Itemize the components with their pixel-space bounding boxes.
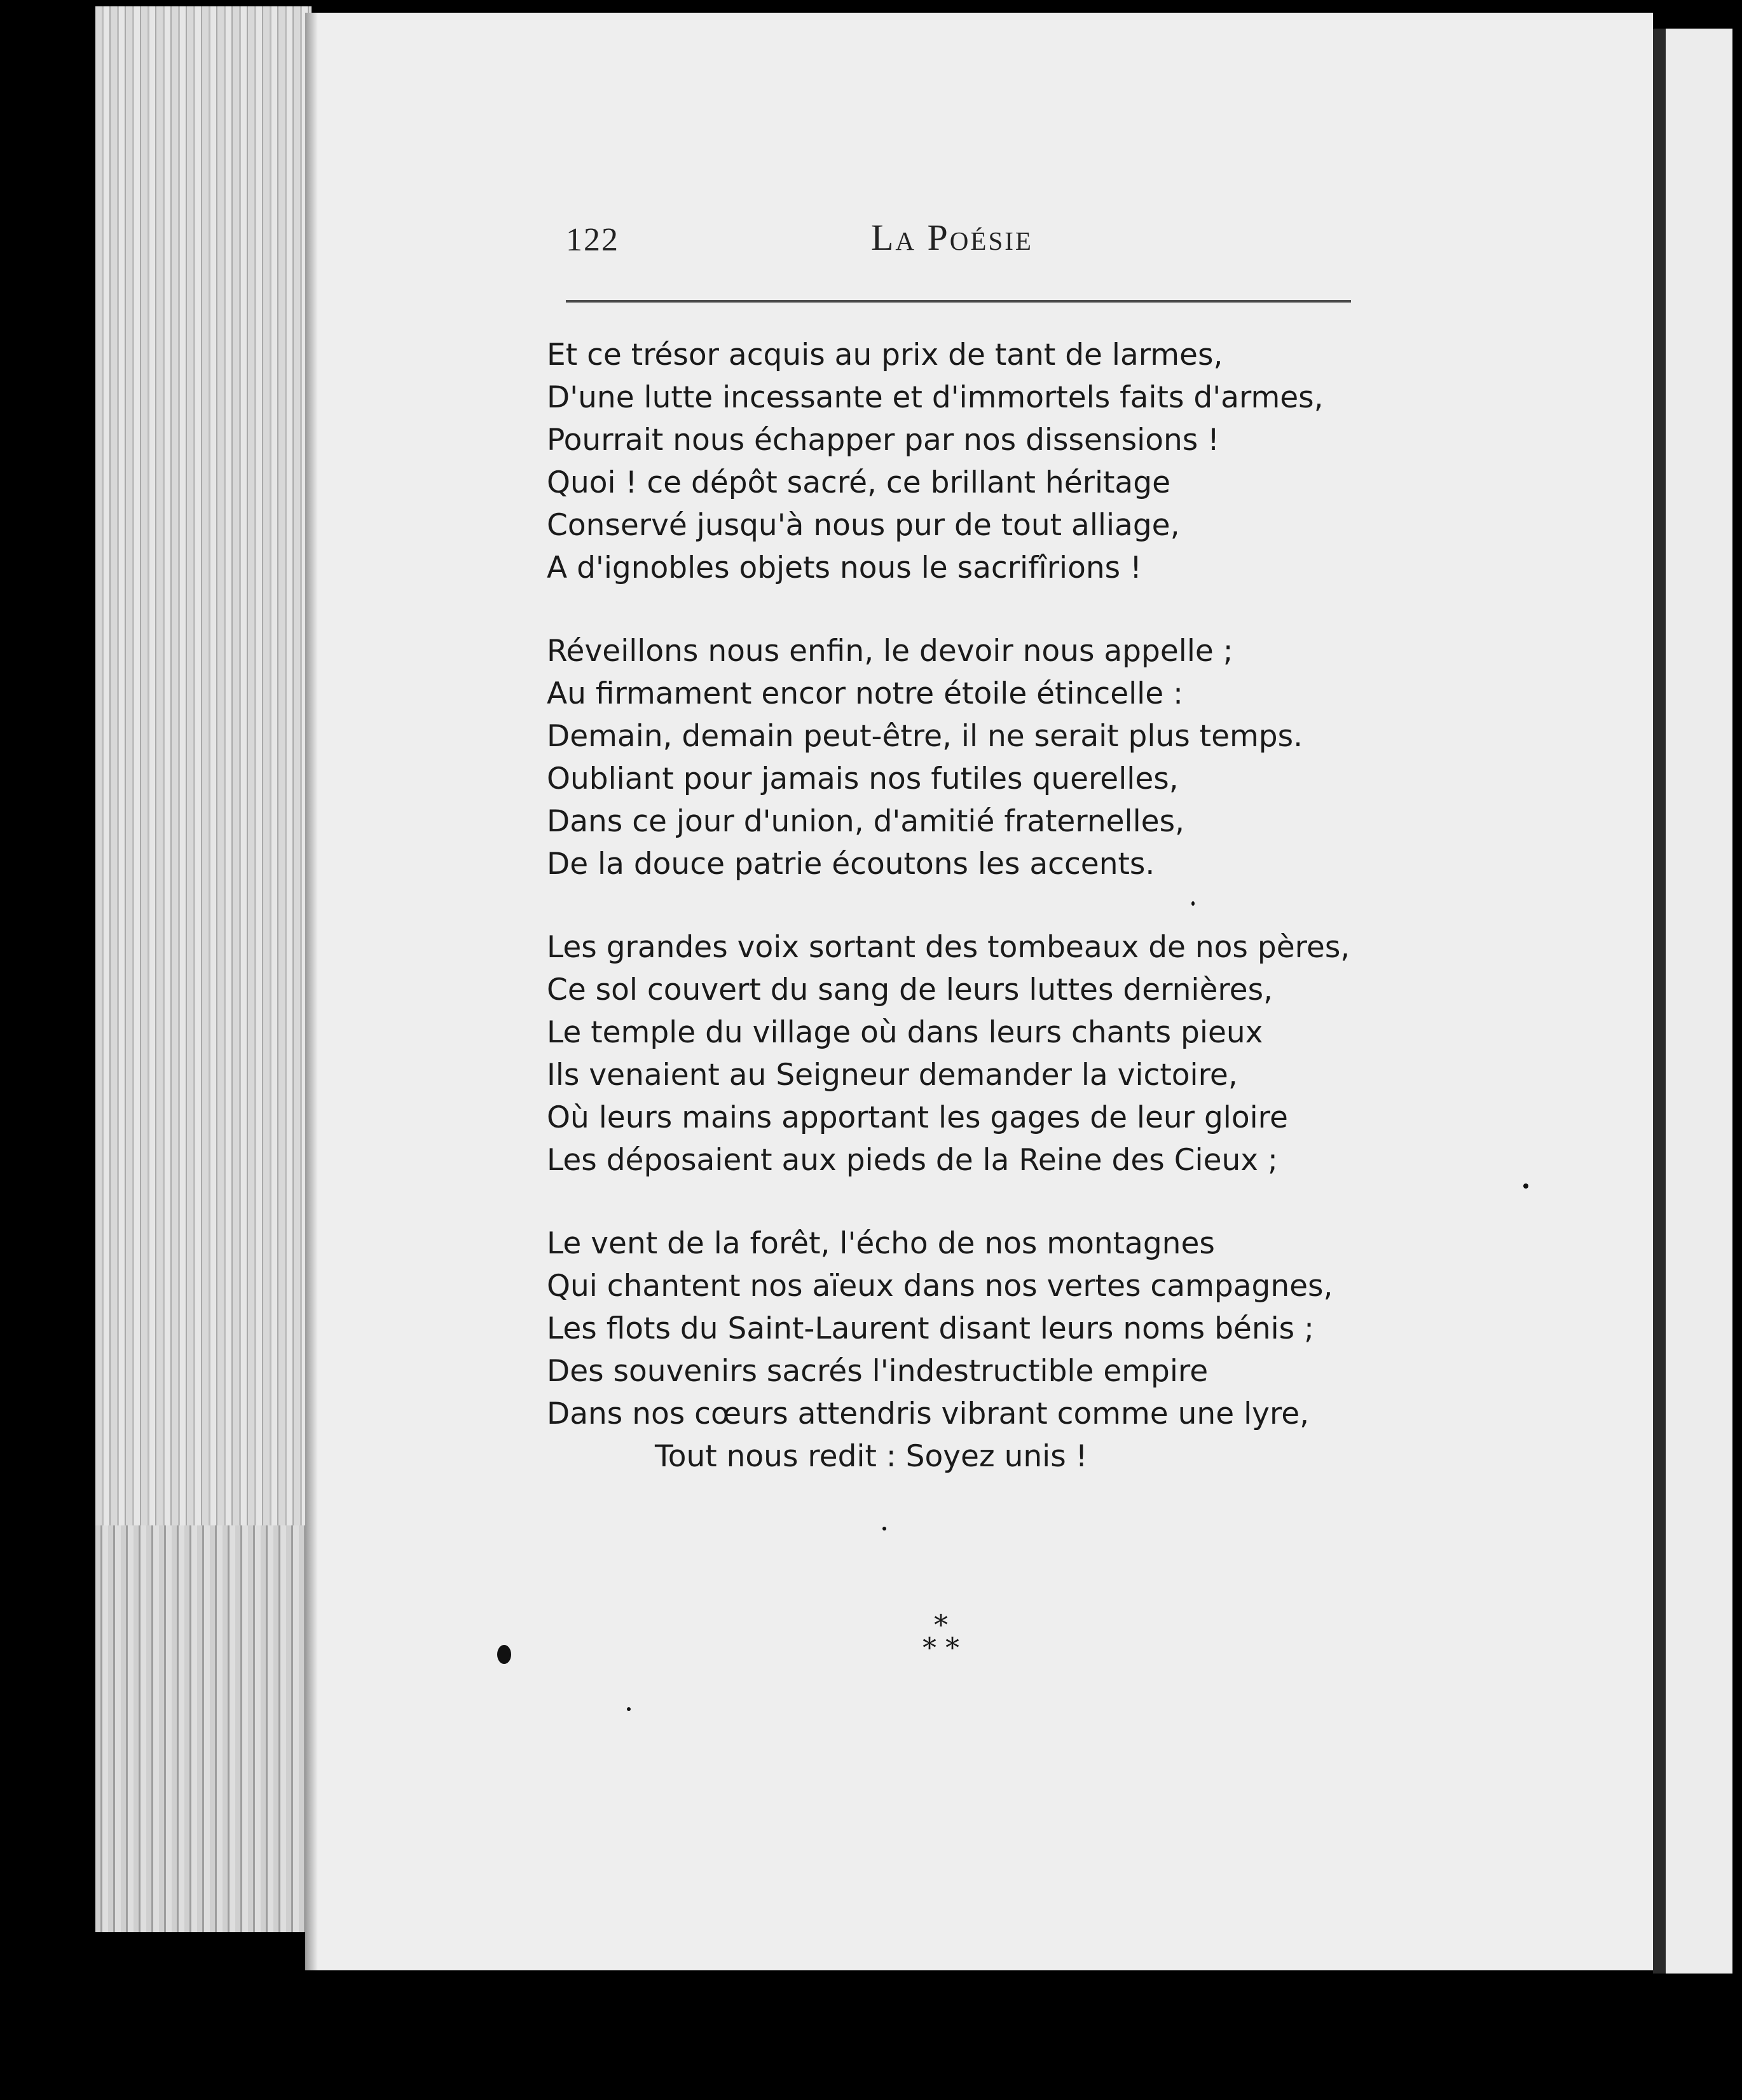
stanza: [547, 926, 1373, 1182]
header-rule: [566, 300, 1351, 303]
verse-line: Quoi ! ce dépôt sacré, ce brillant héritage: [547, 465, 1170, 500]
verse-line: Oubliant pour jamais nos futiles querelles,: [547, 761, 1179, 796]
verse-line: Les flots du Saint-Laurent disant leurs noms bénis ;: [547, 1311, 1314, 1346]
verse-line: Les déposaient aux pieds de la Reine des Cieux ;: [547, 1143, 1278, 1178]
facing-page: [1666, 29, 1732, 1974]
ink-speck: [497, 1645, 511, 1664]
verse-line: Réveillons nous enfin, le devoir nous appelle ;: [547, 634, 1233, 669]
asterism-ornament: [903, 1609, 979, 1665]
gutter: [1653, 29, 1667, 1974]
stanza: [547, 334, 1373, 589]
verse-line: Dans nos cœurs attendris vibrant comme une lyre,: [547, 1396, 1310, 1431]
page-header: [559, 216, 1354, 273]
running-head: La Poésie: [871, 217, 1033, 258]
verse-line: Et ce trésor acquis au prix de tant de larmes,: [547, 338, 1223, 372]
verse-line: Le temple du village où dans leurs chants pieux: [547, 1015, 1263, 1050]
stanza: [547, 630, 1373, 885]
poem: [547, 334, 1373, 1518]
verse-line: Ils venaient au Seigneur demander la victoire,: [547, 1058, 1238, 1093]
verse-line: Pourrait nous échapper par nos dissensions !: [547, 423, 1220, 458]
verse-line: A d'ignobles objets nous le sacrifîrions !: [547, 550, 1142, 585]
verse-line: Le vent de la forêt, l'écho de nos montagnes: [547, 1226, 1215, 1261]
ink-speck: [1191, 901, 1195, 906]
ink-speck: [627, 1707, 631, 1711]
page-shadow: [305, 13, 318, 1970]
verse-line: De la douce patrie écoutons les accents.: [547, 847, 1155, 882]
ink-speck: [1523, 1183, 1528, 1189]
verse-line: Les grandes voix sortant des tombeaux de nos pères,: [547, 930, 1350, 965]
page-edges-lower: [95, 1525, 312, 1932]
final-verse-line: Tout nous redit : Soyez unis !: [655, 1439, 1088, 1474]
verse-line: Où leurs mains apportant les gages de leur gloire: [547, 1100, 1288, 1135]
ink-speck: [882, 1527, 886, 1531]
asterism-bottom: * *: [922, 1632, 959, 1665]
verse-line: Ce sol couvert du sang de leurs luttes dernières,: [547, 972, 1273, 1007]
verse-line: Des souvenirs sacrés l'indestructible empire: [547, 1354, 1209, 1389]
stanza: [547, 1222, 1373, 1478]
page-number: 122: [566, 222, 619, 258]
verse-line: Dans ce jour d'union, d'amitié fraternelles,: [547, 804, 1184, 839]
verse-line: Qui chantent nos aïeux dans nos vertes campagnes,: [547, 1269, 1333, 1304]
asterism-top: *: [934, 1609, 948, 1642]
verse-line: D'une lutte incessante et d'immortels faits d'armes,: [547, 380, 1324, 415]
verse-line: Conservé jusqu'à nous pur de tout alliage,: [547, 508, 1180, 543]
verse-line: Au firmament encor notre étoile étincelle :: [547, 676, 1183, 711]
verse-line: Demain, demain peut-être, il ne serait plus temps.: [547, 719, 1303, 754]
